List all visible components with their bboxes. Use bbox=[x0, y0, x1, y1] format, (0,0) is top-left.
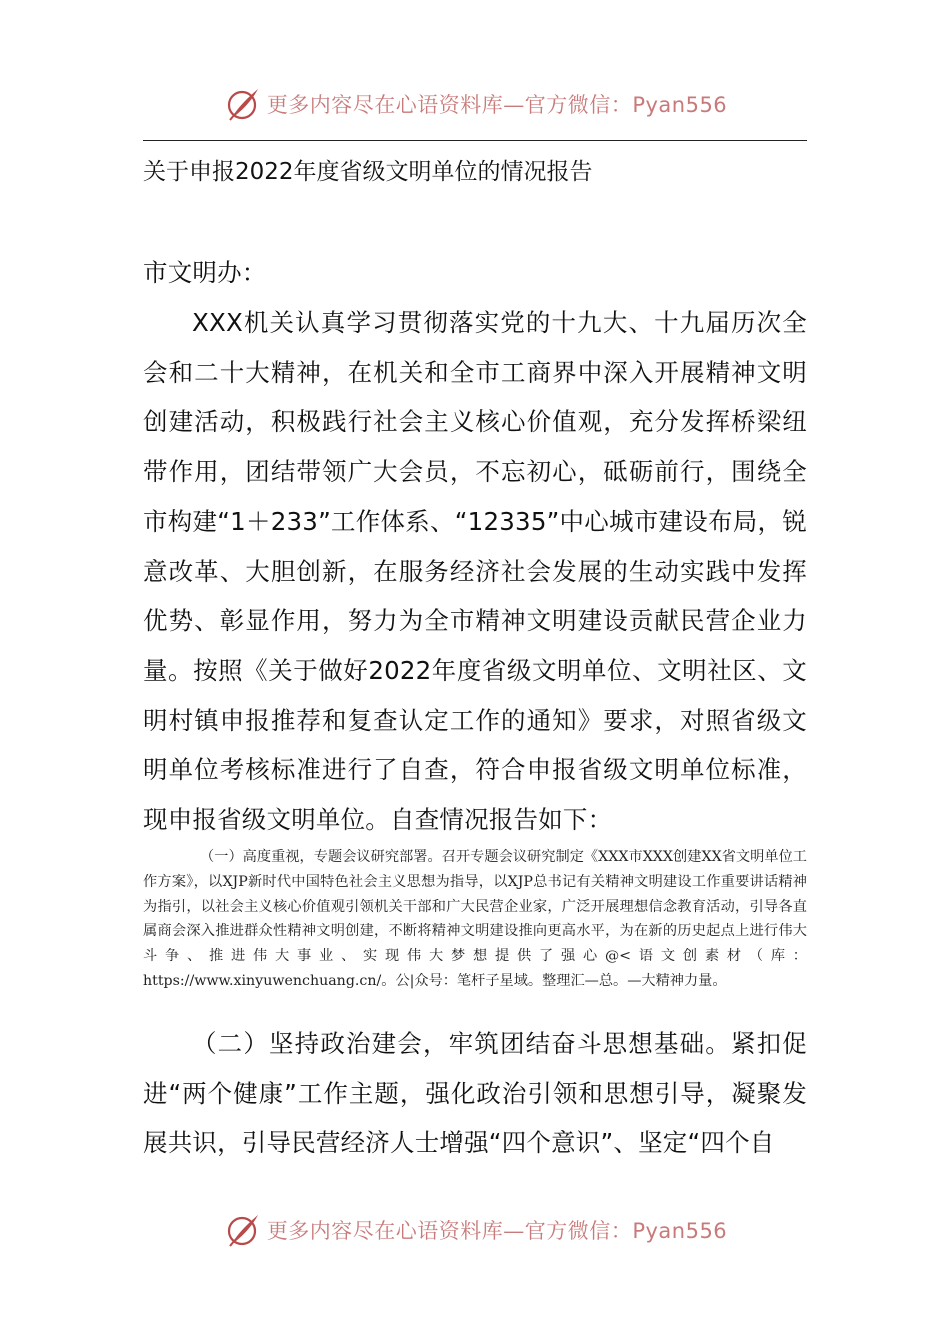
section-one-paragraph: （一）高度重视，专题会议研究部署。召开专题会议研究制定《XXX市XXX创建XX省文明单位工作方案》，以XJP新时代中国特色社会主义思想为指导，以XJP总书记有关精神文明建设工作重要讲话精神为指引，以社会主义核心价值观引领机关干部和广大民营企业家，广泛开展理想信念教育活动，引导各直属商会深入推进群众性精神文明创建，不断将精神文明建设推向更高水平，为在新的历史起点上进行伟大斗争、推进伟大事业、实现伟大梦想提供了强心@<语文创素材（库：https://www.xinyuwenchuang.cn/。公|众号：笔杆子星域。整理汇—总。—大精神力量。 bbox=[143, 849, 807, 989]
wechat-id: Pyan556 bbox=[632, 93, 728, 117]
quill-logo-icon bbox=[223, 1210, 263, 1250]
header-watermark-banner bbox=[0, 82, 950, 126]
intro-paragraph: XXX机关认真学习贯彻落实党的十九大、十九届历次全会和二十大精神，在机关和全市工商界中深入开展精神文明创建活动，积极践行社会主义核心价值观，充分发挥桥梁纽带作用，团结带领广大会员，不忘初心，砥砺前行，围绕全市构建“1＋233”工作体系、“12335”中心城市建设布局，锐意改革、大胆创新，在服务经济社会发展的生动实践中发挥优势、彰显作用，努力为全市精神文明建设贡献民营企业力量。按照《关于做好2022年度省级文明单位、文明社区、文明村镇申报推荐和复查认定工作的通知》要求，对照省级文明单位考核标准进行了自查，符合申报省级文明单位标准，现申报省级文明单位。自查情况报告如下： bbox=[143, 308, 807, 835]
footer-watermark-banner bbox=[0, 1208, 950, 1252]
document-title: 关于申报2022年度省级文明单位的情况报告 bbox=[143, 159, 593, 185]
salutation: 市文明办： bbox=[143, 258, 267, 287]
watermark-text: 更多内容尽在心语资料库—官方微信：Pyan556 bbox=[266, 93, 728, 117]
quill-logo-icon bbox=[223, 84, 263, 124]
watermark-text: 更多内容尽在心语资料库—官方微信：Pyan556 bbox=[266, 1219, 728, 1243]
section-two-paragraph: （二）坚持政治建会，牢筑团结奋斗思想基础。紧扣促进“两个健康”工作主题，强化政治引领和思想引导，凝聚发展共识，引导民营经济人士增强“四个意识”、坚定“四个自 bbox=[143, 1029, 807, 1158]
header-divider bbox=[143, 140, 807, 141]
wechat-id: Pyan556 bbox=[632, 1219, 728, 1243]
